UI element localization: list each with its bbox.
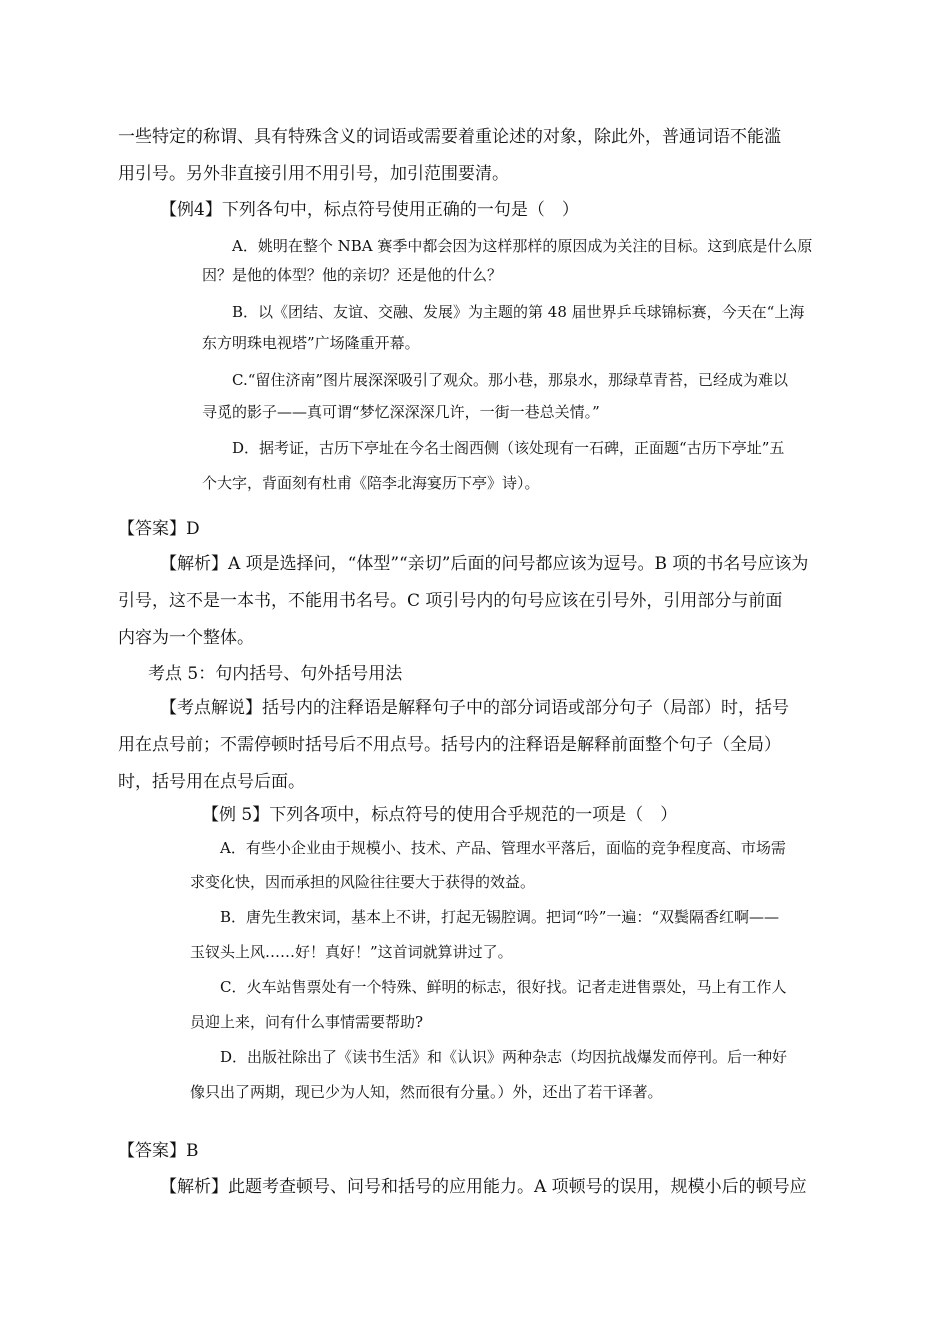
text-line: 时，括号用在点号后面。 (118, 772, 305, 792)
option-b: B．以《团结、友谊、交融、发展》为主题的第 48 届世界乒乓球锦标赛，今天在“上海 (232, 303, 805, 321)
option-c-cont: 员迎上来，问有什么事情需要帮助? (190, 1013, 424, 1031)
example-5-heading: 【例 5】下列各项中，标点符号的使用合乎规范的一项是（ ） (202, 805, 678, 825)
text-line: 一些特定的称谓、具有特殊含义的词语或需要着重论述的对象，除此外，普通词语不能滥 (118, 127, 781, 147)
text-line: 用在点号前；不需停顿时括号后不用点号。括号内的注释语是解释前面整个句子（全局） (118, 735, 781, 755)
option-d: D．出版社除出了《读书生活》和《认识》两种杂志（均因抗战爆发而停刊。后一种好 (220, 1048, 788, 1066)
option-a-cont: 求变化快，因而承担的风险往往要大于获得的效益。 (190, 873, 536, 891)
option-a-cont: 因？是他的体型？他的亲切？还是他的什么？ (202, 266, 503, 284)
option-a: A．姚明在整个 NBA 赛季中都会因为这样那样的原因成为关注的目标。这到底是什么原 (232, 237, 813, 255)
option-c-cont: 寻觅的影子——真可谓“梦忆深深深几许，一街一巷总关情。” (202, 403, 600, 421)
example-4-heading: 【例4】下列各句中，标点符号使用正确的一句是（ ） (160, 200, 579, 220)
option-c: C.“留住济南”图片展深深吸引了观众。那小巷，那泉水，那绿草青苔，已经成为难以 (232, 371, 789, 389)
option-a: A．有些小企业由于规模小、技术、产品、管理水平落后，面临的竞争程度高、市场需 (220, 839, 786, 857)
option-d-cont: 个大字，背面刻有杜甫《陪李北海宴历下亭》诗）。 (202, 474, 540, 492)
text-line: 内容为一个整体。 (118, 628, 254, 648)
analysis-text: 【解析】A 项是选择问，“体型”“亲切”后面的问号都应该为逗号。B 项的书名号应该为 (160, 554, 809, 574)
text-line: 用引号。另外非直接引用不用引号，加引范围要清。 (118, 164, 509, 184)
answer-label: 【答案】D (118, 519, 200, 539)
option-b-cont: 玉钗头上风……好！真好！”这首词就算讲过了。 (190, 943, 513, 961)
option-b: B．唐先生教宋词，基本上不讲，打起无锡腔调。把词“吟”一遍：“双鬓隔香红啊—— (220, 908, 780, 926)
option-b-cont: 东方明珠电视塔”广场隆重开幕。 (202, 334, 420, 352)
analysis-text: 【解析】此题考查顿号、问号和括号的应用能力。A 项顿号的误用，规模小后的顿号应 (160, 1177, 807, 1197)
explanation-text: 【考点解说】括号内的注释语是解释句子中的部分词语或部分句子（局部）时，括号 (160, 698, 789, 718)
section-heading: 考点 5：句内括号、句外括号用法 (148, 664, 403, 684)
option-d: D．据考证，古历下亭址在今名士阁西侧（该处现有一石碑，正面题“古历下亭址”五 (232, 439, 785, 457)
option-d-cont: 像只出了两期，现已少为人知，然而很有分量。）外，还出了若干译著。 (190, 1083, 663, 1101)
option-c: C．火车站售票处有一个特殊、鲜明的标志，很好找。记者走进售票处，马上有工作人 (220, 978, 787, 996)
text-line: 引号，这不是一本书，不能用书名号。C 项引号内的句号应该在引号外，引用部分与前面 (118, 591, 783, 611)
answer-label: 【答案】B (118, 1141, 199, 1161)
